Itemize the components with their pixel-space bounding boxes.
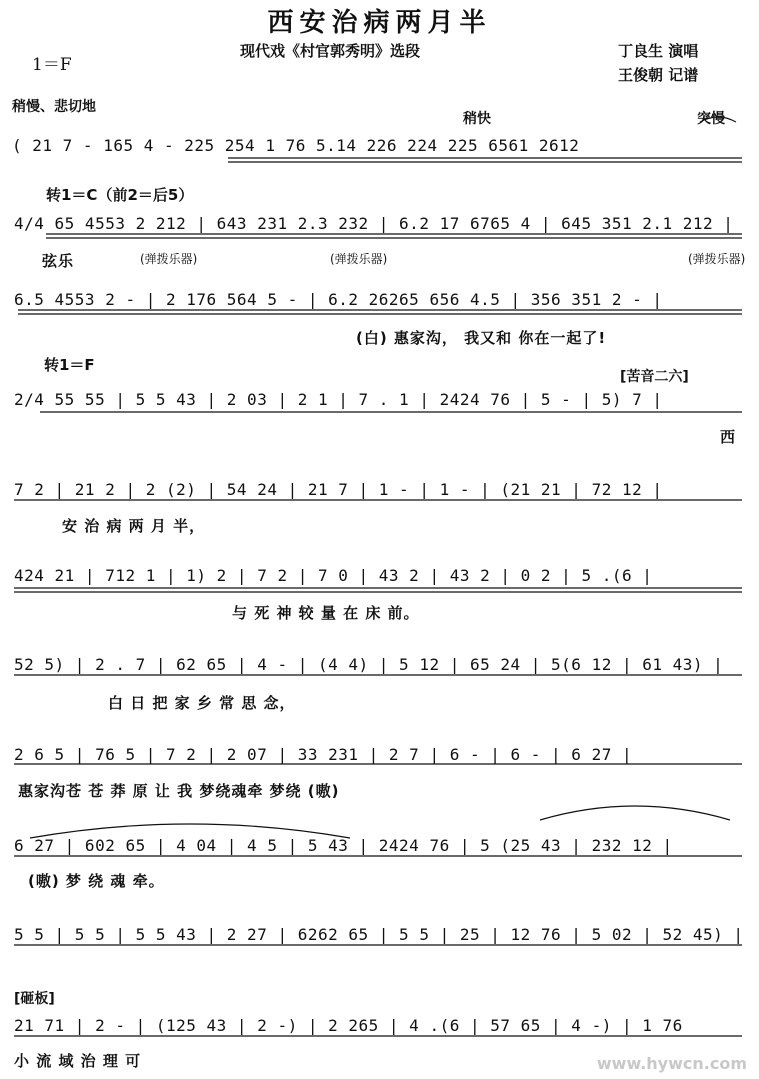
modulation-mark: 转1＝F bbox=[44, 356, 95, 374]
notation-row: 6.5 4553 2 - | 2 176 564 5 - | 6.2 26265 656 4.5 | 356 351 2 - | bbox=[14, 290, 663, 309]
notation-row: 21 71 | 2 - | (125 43 | 2 -) | 2 265 | 4 .(6 | 57 65 | 4 -) | 1 76 bbox=[14, 1016, 683, 1035]
lyrics-row: 与 死 神 较 量 在 床 前。 bbox=[232, 604, 420, 622]
page-title: 西安治病两月半 bbox=[267, 8, 492, 38]
subtitle: 现代戏《村官郭秀明》选段 bbox=[240, 42, 421, 60]
instrument-label: (弹拨乐器) bbox=[688, 252, 746, 266]
lyrics-row: (白) 惠家沟， 我又和 你在一起了! bbox=[356, 329, 607, 347]
notation-row: 52 5) | 2 . 7 | 62 65 | 4 - | (4 4) | 5 12 | 65 24 | 5(6 12 | 61 43) | bbox=[14, 655, 724, 674]
instrument-label: (弹拨乐器) bbox=[140, 252, 198, 266]
notator-credit: 王俊朝 记谱 bbox=[618, 66, 699, 84]
section-tag: [砸板] bbox=[14, 991, 55, 1007]
notation-row: ( 21 7 - 165 4 - 225 254 1 76 5.14 226 224 225 6561 2612 bbox=[12, 136, 580, 155]
lyrics-row: 惠家沟苍 苍 莽 原 让 我 梦绕魂牵 梦绕 (嗷) bbox=[18, 782, 340, 800]
lyrics-row: (嗷) 梦 绕 魂 牵。 bbox=[28, 872, 165, 890]
watermark: www.hywcn.com bbox=[596, 1054, 747, 1073]
notation-row: 6 27 | 602 65 | 4 04 | 4 5 | 5 43 | 2424 76 | 5 (25 43 | 232 12 | bbox=[14, 836, 673, 855]
notation-row: 5 5 | 5 5 | 5 5 43 | 2 27 | 6262 65 | 5 5 | 25 | 12 76 | 5 02 | 52 45) | bbox=[14, 925, 744, 944]
lyrics-row: 白 日 把 家 乡 常 思 念， bbox=[108, 694, 296, 712]
notation-row: 4/4 65 4553 2 212 | 643 231 2.3 232 | 6.2 17 6765 4 | 645 351 2.1 212 | bbox=[14, 214, 734, 233]
key-signature: 1＝F bbox=[32, 55, 72, 75]
lyrics-row: 安 治 病 两 月 半， bbox=[62, 517, 206, 535]
singer-credit: 丁良生 演唱 bbox=[618, 42, 699, 60]
notation-row: 424 21 | 712 1 | 1) 2 | 7 2 | 7 0 | 43 2 | 43 2 | 0 2 | 5 .(6 | bbox=[14, 566, 653, 585]
modulation-mark: 转1＝C（前2＝后5） bbox=[46, 186, 194, 204]
instrument-label: (弹拨乐器) bbox=[330, 252, 388, 266]
lyrics-row: 西 bbox=[720, 428, 737, 446]
section-tag: [苦音二六] bbox=[620, 369, 689, 385]
expression-mark: 突慢 bbox=[697, 111, 725, 127]
instrument-label: 弦乐 bbox=[42, 252, 75, 270]
notation-row: 2 6 5 | 76 5 | 7 2 | 2 07 | 33 231 | 2 7 | 6 - | 6 - | 6 27 | bbox=[14, 745, 633, 764]
expression-mark: 稍慢、悲切地 bbox=[12, 99, 96, 115]
lyrics-row: 小 流 域 治 理 可 bbox=[14, 1052, 142, 1070]
expression-mark: 稍快 bbox=[463, 111, 491, 127]
notation-row: 2/4 55 55 | 5 5 43 | 2 03 | 2 1 | 7 . 1 | 2424 76 | 5 - | 5) 7 | bbox=[14, 390, 663, 409]
notation-row: 7 2 | 21 2 | 2 (2) | 54 24 | 21 7 | 1 - | 1 - | (21 21 | 72 12 | bbox=[14, 480, 663, 499]
